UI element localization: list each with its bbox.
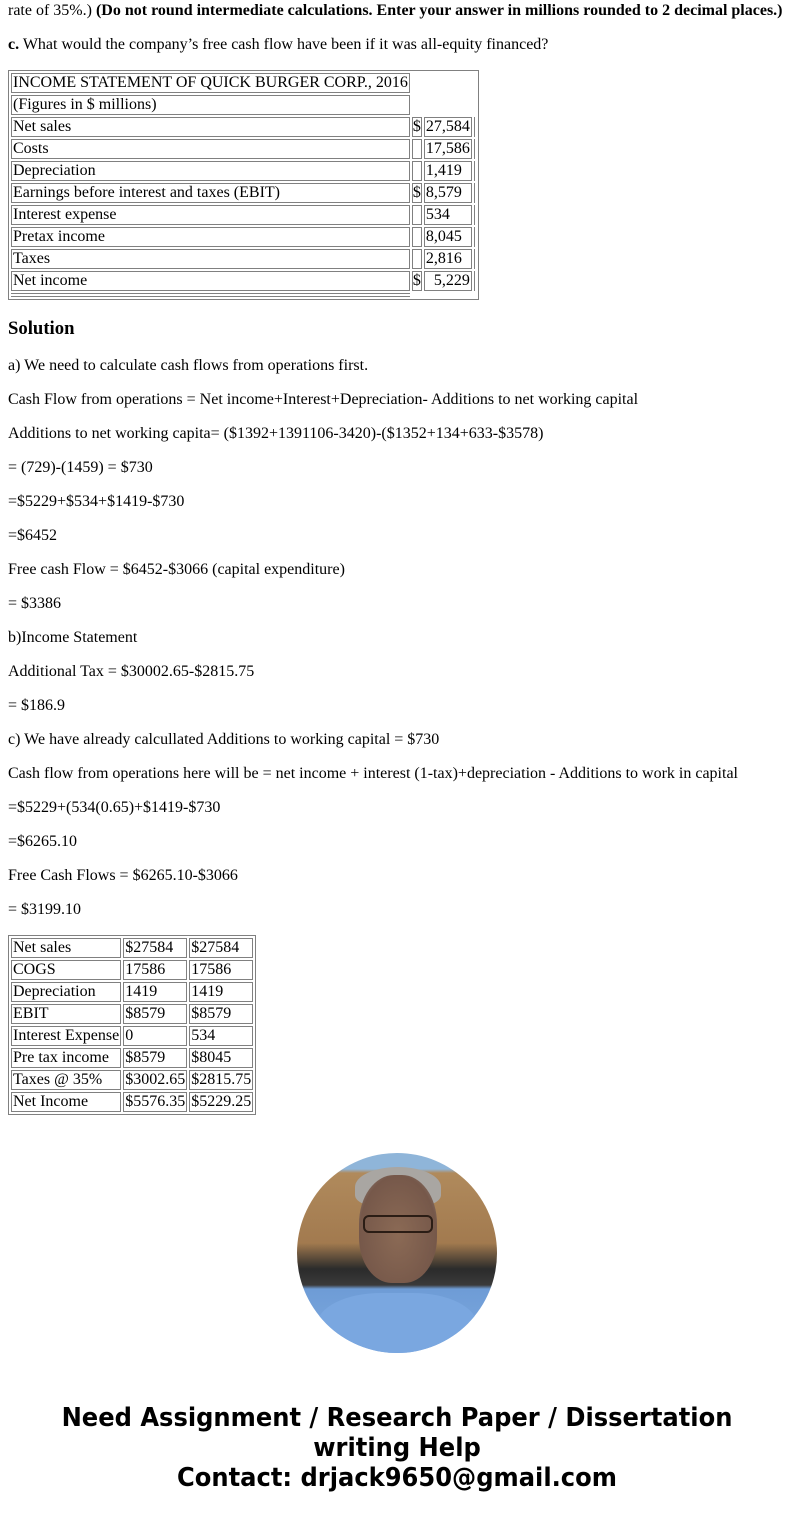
row-value-levered: $8045	[189, 1048, 253, 1068]
row-value-all-equity: $3002.65	[125, 1071, 186, 1088]
row-value-all-equity: $5576.35	[125, 1093, 186, 1110]
row-label: Depreciation	[11, 982, 121, 1002]
solution-line: =$5229+(534(0.65)+$1419-$730	[8, 799, 221, 816]
row-label: Costs	[11, 139, 410, 159]
row-currency: $	[412, 272, 421, 289]
solution-line: Free Cash Flows = $6265.10-$3066	[8, 867, 238, 884]
row-currency	[412, 227, 422, 247]
row-label: Pretax income	[11, 227, 410, 247]
row-value-levered: 534	[189, 1026, 253, 1046]
row-label: Taxes @ 35%	[11, 1070, 121, 1090]
table-footer-rule	[11, 293, 476, 297]
row-value-levered: $5229.25	[191, 1093, 252, 1110]
solution-line: Additions to net working capita= ($1392+1391106-3420)-($1352+134+633-$3578)	[8, 425, 544, 442]
row-value-levered: $8579	[189, 1004, 253, 1024]
solution-line: =$5229+$534+$1419-$730	[8, 493, 185, 510]
table-row	[11, 227, 476, 247]
table-row	[11, 1026, 253, 1046]
table-row	[11, 1004, 253, 1024]
table-row	[11, 982, 253, 1002]
row-value-all-equity: 1419	[123, 982, 187, 1002]
question-part-c	[8, 36, 548, 54]
row-label: COGS	[11, 960, 121, 980]
row-label: Net income	[11, 271, 410, 291]
table-row	[11, 938, 253, 958]
row-currency	[412, 161, 422, 181]
solution-line: = $186.9	[8, 697, 66, 714]
comparison-table	[8, 935, 256, 1115]
solution-line: b)Income Statement	[8, 629, 138, 646]
row-label: Taxes	[11, 249, 410, 269]
solution-line: c) We have already calcullated Additions to working capital = $730	[8, 731, 440, 748]
solution-line: a) We need to calculate cash flows from operations first.	[8, 357, 369, 374]
question-part-b-plain: rate of 35%.)	[8, 2, 96, 19]
row-value-all-equity: $8579	[123, 1004, 187, 1024]
row-value-all-equity: $8579	[123, 1048, 187, 1068]
question-part-c-label: c.	[8, 36, 20, 53]
avatar-shirt	[317, 1293, 477, 1353]
row-label: EBIT	[11, 1004, 121, 1024]
author-avatar	[297, 1153, 497, 1353]
avatar-glasses	[363, 1215, 433, 1233]
row-label: Earnings before interest and taxes (EBIT)	[11, 183, 410, 203]
row-label: Interest expense	[11, 205, 410, 225]
solution-line: Additional Tax = $30002.65-$2815.75	[8, 663, 255, 680]
row-value-levered: $27584	[189, 938, 253, 958]
income-statement-subtitle: (Figures in $ millions)	[11, 95, 410, 115]
solution-heading: Solution	[8, 318, 75, 339]
promo-line-1: Need Assignment / Research Paper / Dissertation	[61, 1403, 733, 1433]
table-row	[11, 139, 476, 159]
row-value-all-equity: 0	[123, 1026, 187, 1046]
solution-line: = $3386	[8, 595, 62, 612]
row-label: Pre tax income	[11, 1048, 121, 1068]
table-row	[11, 960, 253, 980]
solution-line: =$6265.10	[8, 833, 78, 850]
table-row	[11, 1048, 253, 1068]
table-row	[11, 1092, 253, 1112]
question-part-c-text: What would the company’s free cash flow have been if it was all-equity financed?	[19, 36, 549, 53]
row-label: Interest Expense	[13, 1027, 120, 1044]
row-value: 5,229	[424, 271, 472, 291]
solution-line: Cash flow from operations here will be = net income + interest (1-tax)+depreciation - Additions to work in capital	[8, 765, 738, 782]
row-value: 27,584	[425, 118, 470, 135]
row-currency	[412, 205, 422, 225]
solution-line: Free cash Flow = $6452-$3066 (capital expenditure)	[8, 561, 345, 578]
promo-contact: Contact: drjack9650@gmail.com	[177, 1463, 617, 1493]
solution-line: Cash Flow from operations = Net income+Interest+Depreciation- Additions to net working capital	[8, 391, 639, 408]
table-row	[11, 205, 476, 225]
table-row	[11, 249, 476, 269]
row-label: Net sales	[11, 117, 410, 137]
row-currency: $	[412, 184, 421, 201]
row-value: 2,816	[424, 249, 472, 269]
row-value-levered: 1419	[189, 982, 253, 1002]
row-currency: $	[412, 118, 421, 135]
row-label: Net Income	[11, 1092, 121, 1112]
row-value-levered: $2815.75	[191, 1071, 252, 1088]
table-row	[11, 1070, 253, 1090]
question-part-b-instruction: (Do not round intermediate calculations. Enter your answer in millions rounded to 2 decimal places.)	[95, 2, 783, 19]
row-value-all-equity: $27584	[123, 938, 187, 958]
row-value: 8,579	[424, 183, 472, 203]
row-value: 17,586	[425, 140, 470, 157]
solution-line: = $3199.10	[8, 901, 82, 918]
row-value: 1,419	[424, 161, 472, 181]
solution-line: =$6452	[8, 527, 58, 544]
table-row	[11, 271, 476, 291]
promo-line-2: writing Help	[313, 1433, 481, 1463]
table-row	[11, 183, 476, 203]
table-row	[11, 117, 476, 137]
row-currency	[412, 249, 422, 269]
row-value-levered: 17586	[189, 960, 253, 980]
question-part-b-tail	[8, 2, 783, 20]
row-value-all-equity: 17586	[123, 960, 187, 980]
row-value: 534	[424, 205, 472, 225]
solution-line: = (729)-(1459) = $730	[8, 459, 153, 476]
row-label: Net sales	[11, 938, 121, 958]
promo-banner	[28, 1403, 766, 1493]
table-row	[11, 161, 476, 181]
row-label: Depreciation	[11, 161, 410, 181]
income-statement-subtitle-row	[11, 95, 476, 115]
income-statement-table	[8, 70, 479, 300]
income-statement-title-row	[11, 73, 476, 93]
income-statement-title: INCOME STATEMENT OF QUICK BURGER CORP., 2016	[13, 74, 408, 91]
row-value: 8,045	[424, 227, 472, 247]
row-currency	[412, 139, 422, 159]
